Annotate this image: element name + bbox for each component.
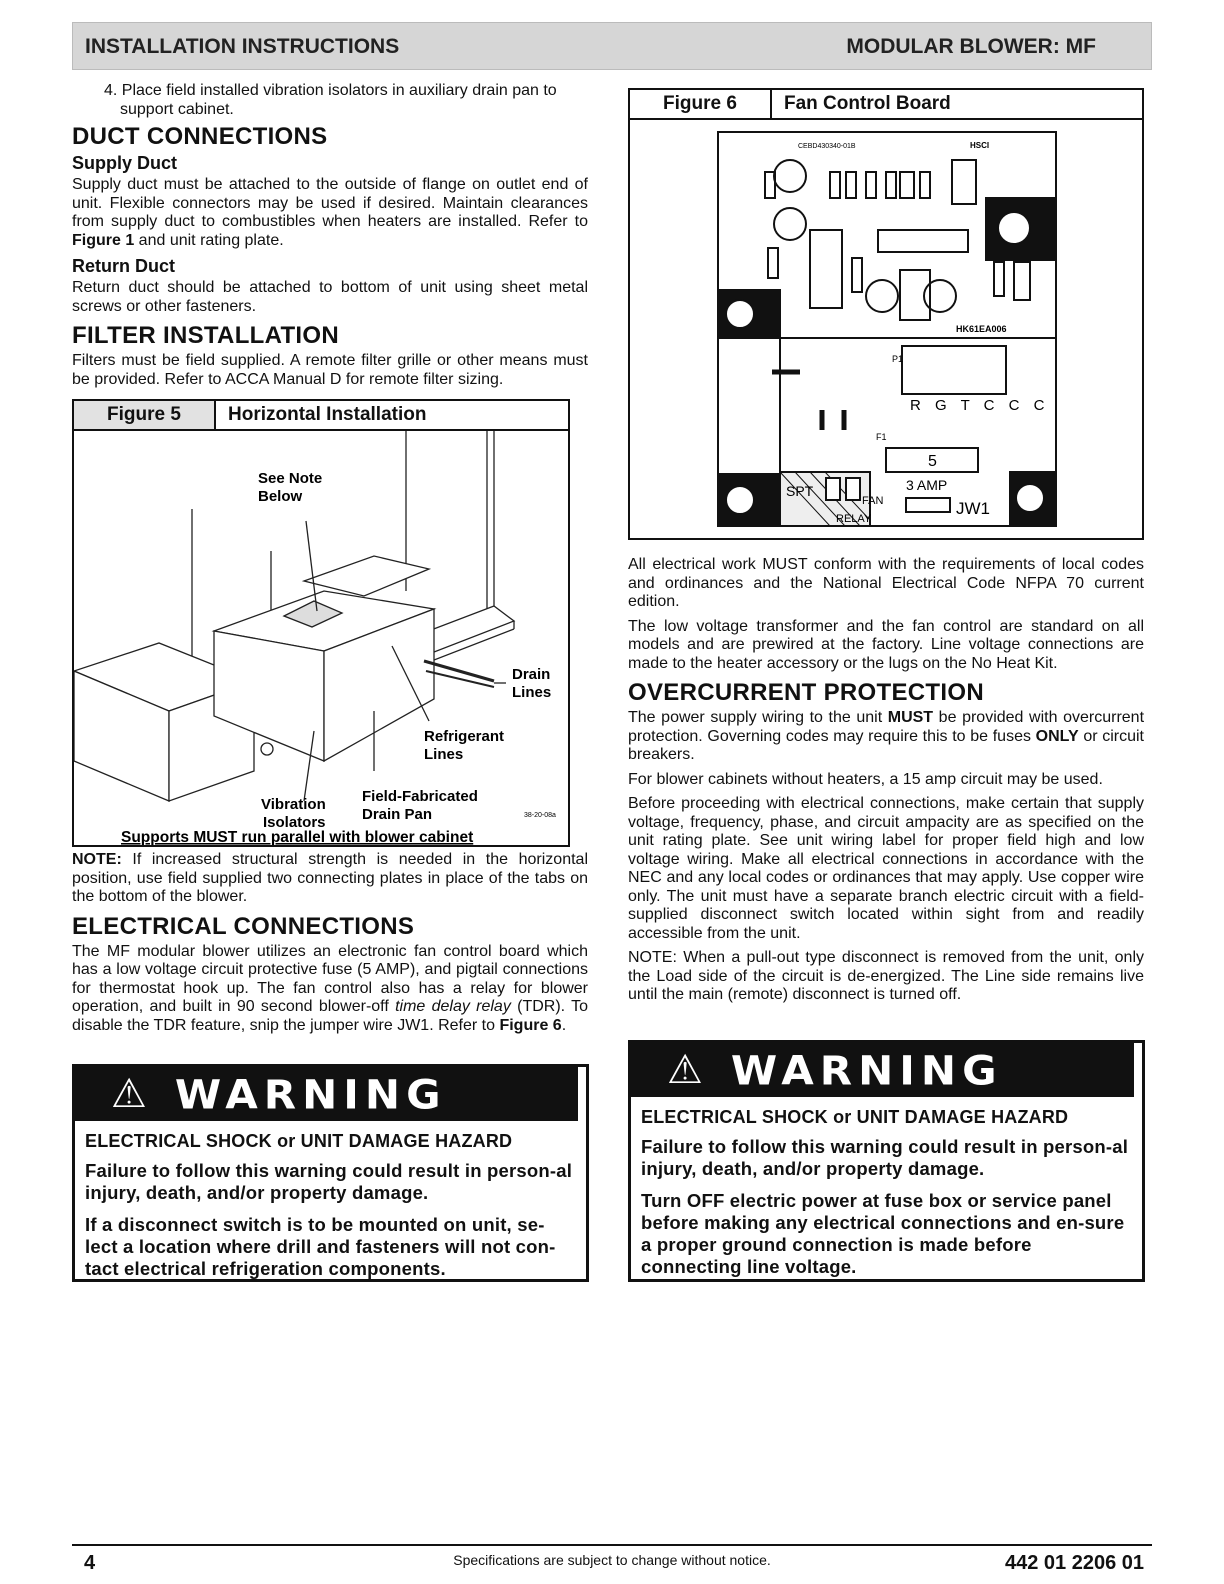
label-vibration: Vibration — [261, 796, 326, 813]
warning-triangle-icon: ⚠ — [111, 1072, 147, 1116]
paragraph: For blower cabinets without heaters, a 15 amp circuit may be used. — [628, 770, 1103, 788]
figure-6-title: Fan Control Board — [784, 93, 951, 114]
supply-duct-heading: Supply Duct — [72, 153, 178, 173]
warning-box-right — [628, 1040, 1145, 1282]
note-label: NOTE: — [72, 851, 122, 868]
duct-connections-heading: DUCT CONNECTIONS — [72, 123, 328, 150]
paragraph: NOTE: When a pull-out type disconnect is removed from the unit, only the Load side of the circuit is de-energized. The Line side remains live until the main (remote) disconnect is turned off. — [628, 949, 1144, 1003]
warning-triangle-icon: ⚠ — [667, 1048, 703, 1092]
label-refrigerant: Refrigerant — [424, 728, 505, 745]
paragraph: The power supply wiring to the unit MUST be provided with overcurrent protection. Governing codes may require this to be fuses ONLY or circuit breakers. — [628, 709, 1145, 763]
tdr-term: time delay relay — [395, 998, 511, 1015]
board-top-text: CEBD430340-01B — [798, 143, 856, 150]
board-top-text: HSCI — [970, 141, 990, 150]
label-field-fabricated: Field-Fabricated — [362, 788, 478, 805]
label-drain-lines: Lines — [512, 684, 552, 701]
header-title: INSTALLATION INSTRUCTIONS — [85, 35, 400, 58]
label-see-note: See Note — [258, 470, 323, 487]
warning-box-left — [72, 1064, 589, 1282]
label-f1: F1 — [876, 432, 887, 442]
relay-label: RELAY — [836, 513, 872, 525]
jw1-label: JW1 — [956, 499, 990, 518]
figure-5-caption: Supports MUST run parallel with blower cabinet — [121, 829, 474, 845]
right-column — [628, 88, 1144, 1011]
board-id: HK61EA006 — [956, 324, 1007, 334]
fan-label: FAN — [862, 495, 884, 507]
left-column — [72, 82, 588, 1041]
supply-duct-text: Supply duct must be attached to the outside of flange on outlet end of unit. Flexible connectors may be used if desired. Maintain clearances from supply duct to combustibles when heaters are installed. Refer to Figure 1 and unit rating plate. — [72, 176, 588, 249]
figure-6-header — [630, 90, 1142, 120]
paragraph: The low voltage transformer and the fan control are standard on all models and are prewired at the factory. Line voltage connections are made to the heater accessory or the lugs on the No Heat Kit. — [628, 617, 1144, 672]
vibration-isolator — [261, 743, 273, 755]
paragraph: Before proceeding with electrical connections, make certain that supply voltage, frequency, phase, and circuit ampacity are as specified on the unit rating plate. See unit wiring label for proper field high and low voltage wiring. Make all electrical connections in accordance with the NEC and any local codes or ordinances that may apply. Use copper wire only. The unit must have a separate branch electric circuit with a field-supplied disconnect switch located within sight from and readily accessible from the unit. — [628, 795, 1144, 942]
warning-word: WARNING — [174, 1070, 447, 1118]
right-text — [628, 556, 1144, 1005]
figure-5-title: Horizontal Installation — [228, 404, 427, 425]
warning-paragraph: If a disconnect switch is to be mounted on unit, se-lect a location where drill and fasteners will not con-tact electrical refrigeration components. — [85, 1214, 556, 1279]
warning-paragraph: Failure to follow this warning could result in person-al injury, death, and/or property damage. — [85, 1160, 573, 1203]
fuse-label: 5 — [928, 453, 937, 470]
electrical-connections-text: The MF modular blower utilizes an electronic fan control board which has a low voltage circuit protective fuse (5 AMP), and pigtail connections for thermostat hook up. The fan control also has a relay for blower operation, and built in 90 second blower-off time delay relay (TDR). To disable the TDR feature, snip the jumper wire JW1. Refer to Figure 6. — [72, 942, 589, 1034]
paragraph: All electrical work MUST conform with the requirements of local codes and ordinances and the National Electrical Code NFPA 70 current edition. — [628, 556, 1144, 610]
horizontal-installation-illustration — [74, 431, 568, 845]
warning-banner — [75, 1067, 578, 1121]
return-duct-text: Return duct should be attached to bottom of unit using sheet metal screws or other fasteners. — [72, 279, 588, 315]
page-header — [72, 22, 1152, 70]
label-drain: Drain — [512, 666, 551, 683]
warning-banner — [631, 1043, 1134, 1097]
page-number: 4 — [84, 1552, 96, 1574]
footer-note: Specifications are subject to change without notice. — [453, 1552, 771, 1568]
electrical-connections-heading: ELECTRICAL CONNECTIONS — [72, 912, 415, 940]
figure-1-ref: Figure 1 — [72, 231, 135, 249]
figure-5 — [72, 399, 570, 847]
document-number: 442 01 2206 01 — [1004, 1552, 1144, 1574]
return-duct-heading: Return Duct — [72, 256, 175, 276]
label-below: Below — [258, 488, 303, 505]
note-text: NOTE: If increased structural strength is needed in the horizontal position, use field supplied two connecting plates in place of the tabs on the bottom of the blower. — [72, 851, 588, 905]
label-drain-pan: Drain Pan — [362, 806, 433, 823]
jumper-jw1 — [906, 498, 950, 512]
filter-installation-text: Filters must be field supplied. A remote filter grille or other means must be provided. Refer to ACCA Manual D for remote filter sizing. — [72, 352, 588, 388]
filter-installation-heading: FILTER INSTALLATION — [72, 322, 339, 349]
figure-6-ref: Figure 6 — [499, 1016, 562, 1034]
overcurrent-protection-heading: OVERCURRENT PROTECTION — [628, 679, 984, 706]
label-p1: P1 — [892, 354, 904, 364]
list-item-text: Place field installed vibration isolators in auxiliary drain pan to support cabinet. — [120, 82, 557, 118]
terminal-labels: R G T C C C — [910, 397, 1050, 414]
list-item — [72, 82, 588, 119]
header-product: MODULAR BLOWER: MF — [846, 35, 1096, 58]
list-item-number: 4. — [104, 82, 118, 99]
figure-5-number: Figure 5 — [74, 401, 216, 429]
footer-rule — [72, 1544, 1152, 1546]
label-refrigerant-lines: Lines — [424, 746, 464, 763]
figure-5-header — [74, 401, 568, 431]
warning-word: WARNING — [730, 1046, 1003, 1094]
fuse-amp-label: 3 AMP — [906, 477, 948, 493]
label-isolators: Isolators — [263, 814, 326, 831]
warning-paragraph: Turn OFF electric power at fuse box or service panel before making any electrical connections and en-sure a proper ground connection is made before connecting line voltage. — [641, 1190, 1125, 1277]
warning-heading: ELECTRICAL SHOCK or UNIT DAMAGE HAZARD — [85, 1131, 513, 1151]
warning-heading: ELECTRICAL SHOCK or UNIT DAMAGE HAZARD — [641, 1107, 1069, 1127]
fan-control-board-illustration — [630, 120, 1142, 538]
figure-6-number: Figure 6 — [630, 90, 772, 118]
warning-paragraph: Failure to follow this warning could result in person-al injury, death, and/or property damage. — [641, 1136, 1129, 1179]
figure-6 — [628, 88, 1144, 540]
figure-code: 38-20-08a — [524, 812, 556, 819]
spt-label: SPT — [786, 483, 814, 499]
